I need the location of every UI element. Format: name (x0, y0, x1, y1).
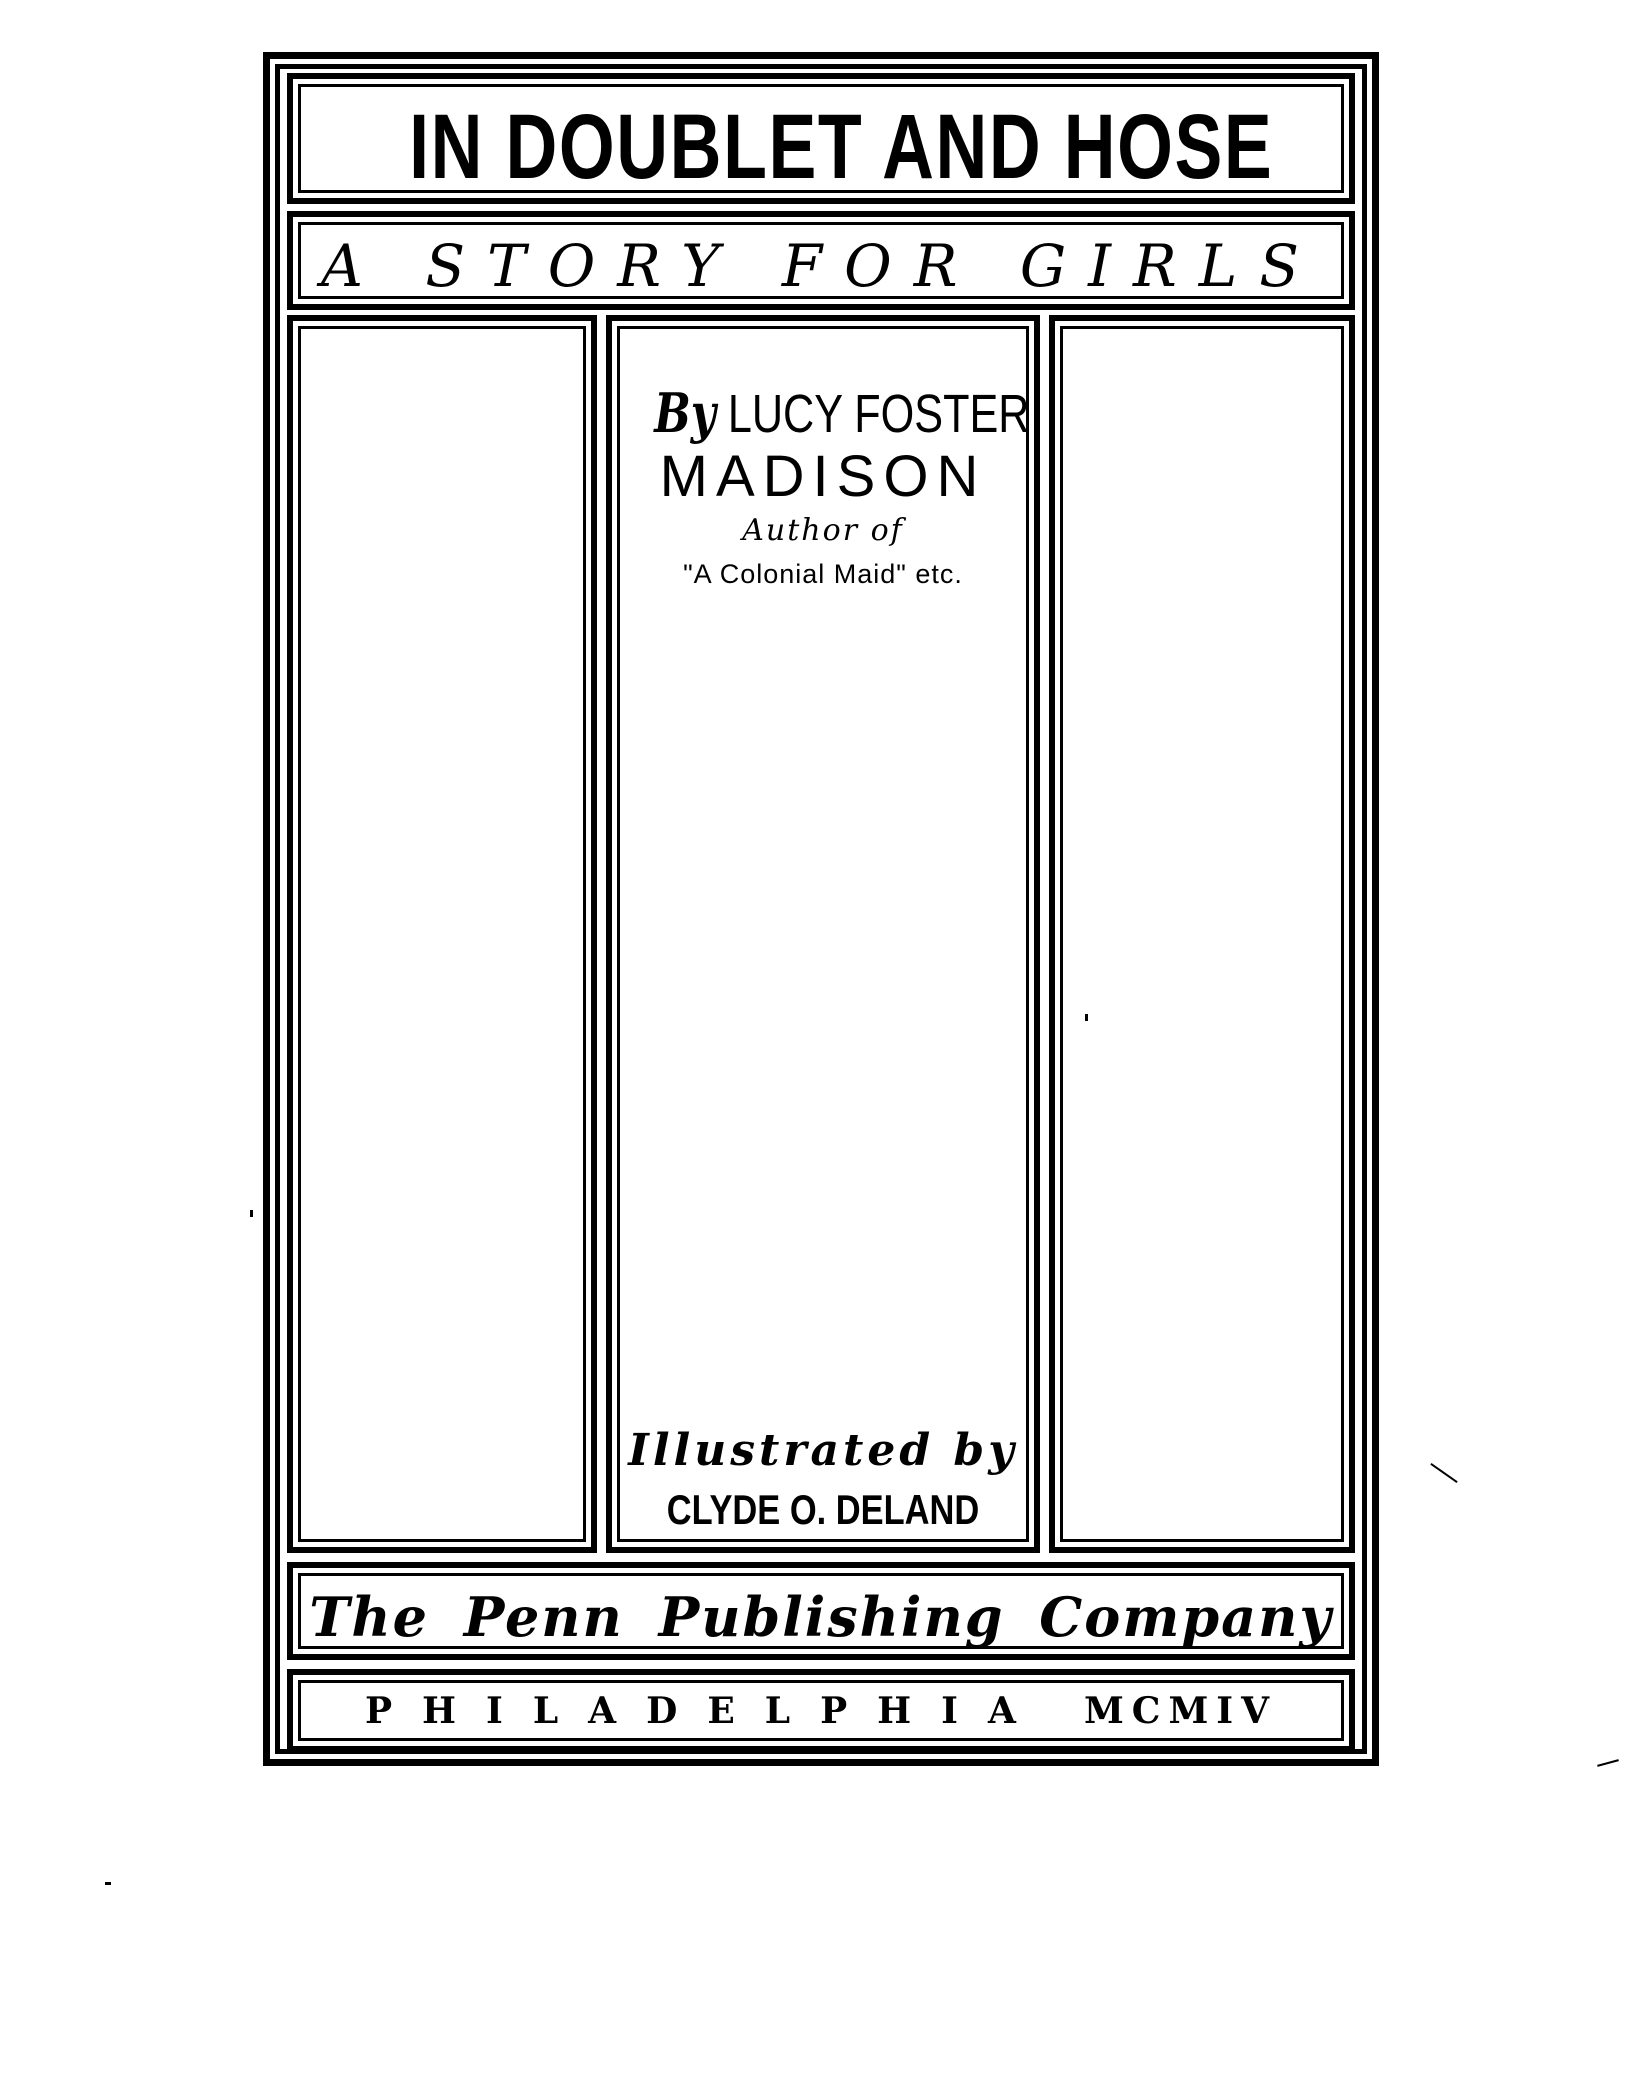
illustrator-name: CLYDE O. DELAND (666, 1486, 980, 1533)
scan-speck (1085, 1014, 1088, 1021)
left-column-inner-rule (298, 326, 586, 1542)
scan-speck (105, 1882, 111, 1885)
book-title: IN DOUBLET AND HOSE (409, 96, 1274, 198)
left-column-panel (287, 315, 597, 1553)
publication-year: MCMIV (1083, 1690, 1278, 1732)
book-subtitle: A STORY FOR GIRLS (321, 232, 1321, 300)
author-last-name: MADISON (659, 444, 987, 509)
scan-speck (250, 1210, 253, 1217)
author-credit-work: "A Colonial Maid" etc. (683, 559, 963, 589)
right-column-panel (1049, 315, 1355, 1553)
author-credit-label: Author of (742, 513, 904, 548)
publication-city: PHILADELPHIA (364, 1690, 1046, 1732)
illustrated-by-label: Illustrated by (628, 1425, 1018, 1476)
subtitle-box (287, 211, 1355, 310)
author-first-names: LUCY FOSTER (727, 384, 1030, 444)
author-prefix: By (654, 381, 716, 445)
imprint-box (287, 1669, 1355, 1752)
publisher-name: The Penn Publishing Company (309, 1585, 1333, 1649)
right-column-inner-rule (1060, 326, 1344, 1542)
scan-speck (1597, 1759, 1619, 1767)
title-page-frame (263, 52, 1379, 1766)
author-first-line (654, 381, 1030, 445)
imprint-line (293, 1689, 1349, 1733)
publisher-box (287, 1562, 1355, 1660)
title-box (287, 73, 1355, 204)
center-column-panel (606, 315, 1040, 1553)
scan-speck (1430, 1463, 1457, 1483)
